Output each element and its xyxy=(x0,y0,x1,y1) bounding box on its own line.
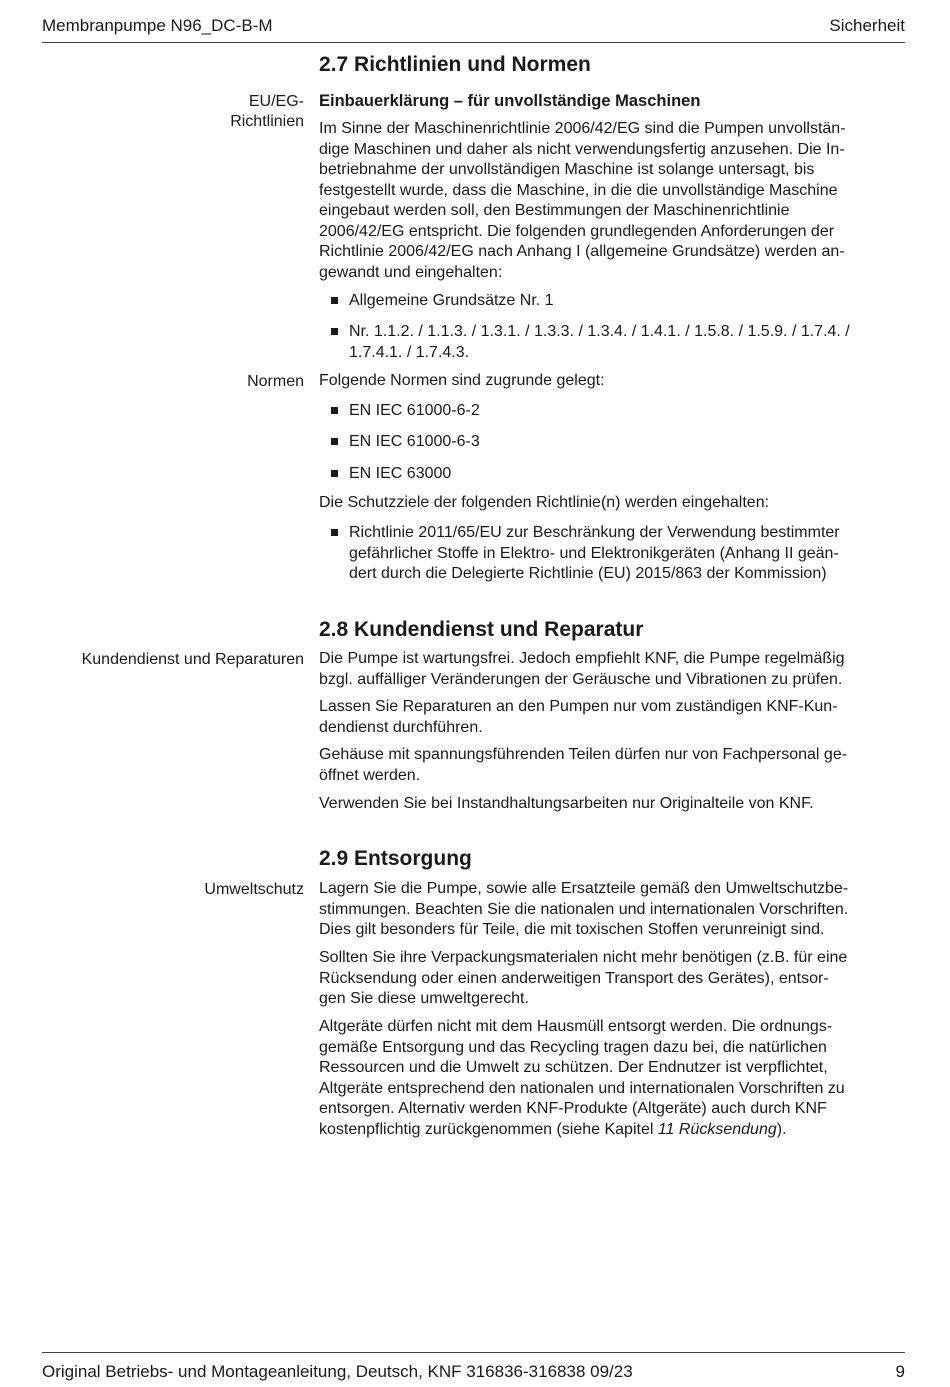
text-line: gemäße Entsorgung und das Recycling tragen dazu bei, die natürlichen xyxy=(319,1038,827,1056)
list-item-text: EN IEC 63000 xyxy=(349,465,452,482)
text-line: Rücksendung oder einen anderweitigen Transport des Gerätes), entsor- xyxy=(319,969,829,987)
bullet-square-icon xyxy=(331,438,338,445)
section-2-9-paragraph-2 xyxy=(319,948,907,1010)
list-item-text: 1.7.4.1. / 1.7.4.3. xyxy=(349,343,470,361)
text-line: dige Maschinen und daher als nicht verwendungsfertig anzusehen. Die In- xyxy=(319,140,845,158)
text-line: betriebnahme der unvollständigen Maschine ist solange untersagt, bis xyxy=(319,161,815,178)
sidebar-label-line: Richtlinien xyxy=(230,113,304,130)
sidebar-label-umweltschutz: Umweltschutz xyxy=(204,881,304,898)
sidebar-label-kundendienst: Kundendienst und Reparaturen xyxy=(81,651,304,668)
text-line: Im Sinne der Maschinenrichtlinie 2006/42/EG sind die Pumpen unvollstän- xyxy=(319,120,846,137)
chapter-cross-reference: 11 Rücksendung xyxy=(657,1120,777,1138)
text-line: Lassen Sie Reparaturen an den Pumpen nur vom zuständigen KNF-Kun- xyxy=(319,698,838,715)
section-2-9-paragraph-3 xyxy=(319,1017,907,1140)
text-line: 2006/42/EG entspricht. Die folgenden grundlegenden Anforderungen der xyxy=(319,222,835,240)
page-number: 9 xyxy=(895,1362,905,1381)
list-item-text: gefährlicher Stoffe in Elektro- und Elektronikgeräten (Anhang II geän- xyxy=(349,544,839,562)
text-line: gen Sie diese umweltgerecht. xyxy=(319,990,529,1007)
footer-doc-info: Original Betriebs- und Montageanleitung, Deutsch, KNF 316836-316838 09/23 xyxy=(42,1362,633,1381)
text-line xyxy=(319,1120,907,1141)
section-2-8-paragraph-1 xyxy=(319,649,907,690)
list-item-text: EN IEC 61000-6-2 xyxy=(349,402,480,419)
bullet-square-icon xyxy=(331,470,338,477)
list-item-text: EN IEC 61000-6-3 xyxy=(349,433,480,450)
text-line: Altgeräte dürfen nicht mit dem Hausmüll entsorgt werden. Die ordnungs- xyxy=(319,1018,833,1035)
list-item xyxy=(329,401,907,422)
text-line: gewandt und eingehalten: xyxy=(319,263,503,281)
section-2-9-heading: 2.9 Entsorgung xyxy=(319,847,472,870)
page-header xyxy=(42,16,905,42)
list-item xyxy=(329,523,907,585)
text-line: Lagern Sie die Pumpe, sowie alle Ersatzteile gemäß den Umweltschutzbe- xyxy=(319,880,849,897)
section-2-7-subheading: Einbauerklärung – für unvollständige Maschinen xyxy=(319,92,701,110)
text-line: Gehäuse mit spannungsführenden Teilen dürfen nur von Fachpersonal ge- xyxy=(319,746,848,763)
section-2-7-heading: 2.7 Richtlinien und Normen xyxy=(319,53,591,76)
section-2-9-paragraph-1 xyxy=(319,879,907,941)
page-footer xyxy=(42,1362,905,1382)
list-item xyxy=(329,322,907,363)
text-line: Dies gilt besonders für Teile, die mit toxischen Stoffen verunreinigt sind. xyxy=(319,921,825,938)
sidebar-label-line: EU/EG- xyxy=(248,93,304,110)
list-item-text: Nr. 1.1.2. / 1.1.3. / 1.3.1. / 1.3.3. / 1.3.4. / 1.4.1. / 1.5.8. / 1.5.9. / 1.7.4. / xyxy=(349,323,850,340)
header-chapter: Sicherheit xyxy=(829,16,905,35)
section-2-8-paragraph-3 xyxy=(319,745,907,786)
text-fragment: kostenpflichtig zurückgenommen (siehe Kapitel xyxy=(319,1120,658,1138)
list-item-text: Richtlinie 2011/65/EU zur Beschränkung der Verwendung bestimmter xyxy=(349,524,840,541)
text-line: eingebaut werden soll, den Bestimmungen der Maschinenrichtlinie xyxy=(319,202,790,219)
normen-intro: Folgende Normen sind zugrunde gelegt: xyxy=(319,372,605,389)
bullet-square-icon xyxy=(331,297,338,304)
text-fragment: ). xyxy=(776,1120,787,1138)
text-line: Sollten Sie ihre Verpackungsmaterialen nicht mehr benötigen (z.B. für eine xyxy=(319,949,848,966)
header-rule xyxy=(42,42,905,43)
text-line: Richtlinie 2006/42/EG nach Anhang I (allgemeine Grundsätze) werden an- xyxy=(319,243,845,260)
text-line: Altgeräte entsprechend den nationalen und internationalen Vorschriften zu xyxy=(319,1079,845,1097)
text-line: Die Pumpe ist wartungsfrei. Jedoch empfiehlt KNF, die Pumpe regelmäßig xyxy=(319,650,845,667)
list-item-text: Allgemeine Grundsätze Nr. 1 xyxy=(349,292,554,309)
section-2-8-paragraph-4: Verwenden Sie bei Instandhaltungsarbeiten nur Originalteile von KNF. xyxy=(319,795,814,812)
text-line: dendienst durchführen. xyxy=(319,718,483,736)
section-2-7-paragraph xyxy=(319,119,907,283)
bullet-square-icon xyxy=(331,407,338,414)
sidebar-label-normen: Normen xyxy=(247,373,304,390)
list-item xyxy=(329,291,907,312)
text-line: festgestellt wurde, dass die Maschine, in die die unvollständige Maschine xyxy=(319,181,838,199)
text-line: stimmungen. Beachten Sie die nationalen und internationalen Vorschriften. xyxy=(319,900,849,918)
sidebar-label-eu-richtlinien xyxy=(230,92,304,132)
list-item-text: dert durch die Delegierte Richtlinie (EU) 2015/863 der Kommission) xyxy=(349,565,827,582)
bullet-square-icon xyxy=(331,328,338,335)
bullet-square-icon xyxy=(331,529,338,536)
schutzziele-intro: Die Schutzziele der folgenden Richtlinie(n) werden eingehalten: xyxy=(319,494,770,511)
text-line: Ressourcen und die Umwelt zu schützen. Der Endnutzer ist verpflichtet, xyxy=(319,1059,828,1076)
section-2-8-paragraph-2 xyxy=(319,697,907,738)
footer-rule xyxy=(42,1352,905,1353)
text-line: bzgl. auffälliger Veränderungen der Geräusche und Vibrationen zu prüfen. xyxy=(319,670,843,688)
list-item xyxy=(329,464,907,485)
text-line: öffnet werden. xyxy=(319,766,421,784)
section-2-8-heading: 2.8 Kundendienst und Reparatur xyxy=(319,618,644,641)
text-line: entsorgen. Alternativ werden KNF-Produkte (Altgeräte) auch durch KNF xyxy=(319,1100,827,1117)
header-doc-title: Membranpumpe N96_DC-B-M xyxy=(42,16,273,35)
list-item xyxy=(329,432,907,453)
